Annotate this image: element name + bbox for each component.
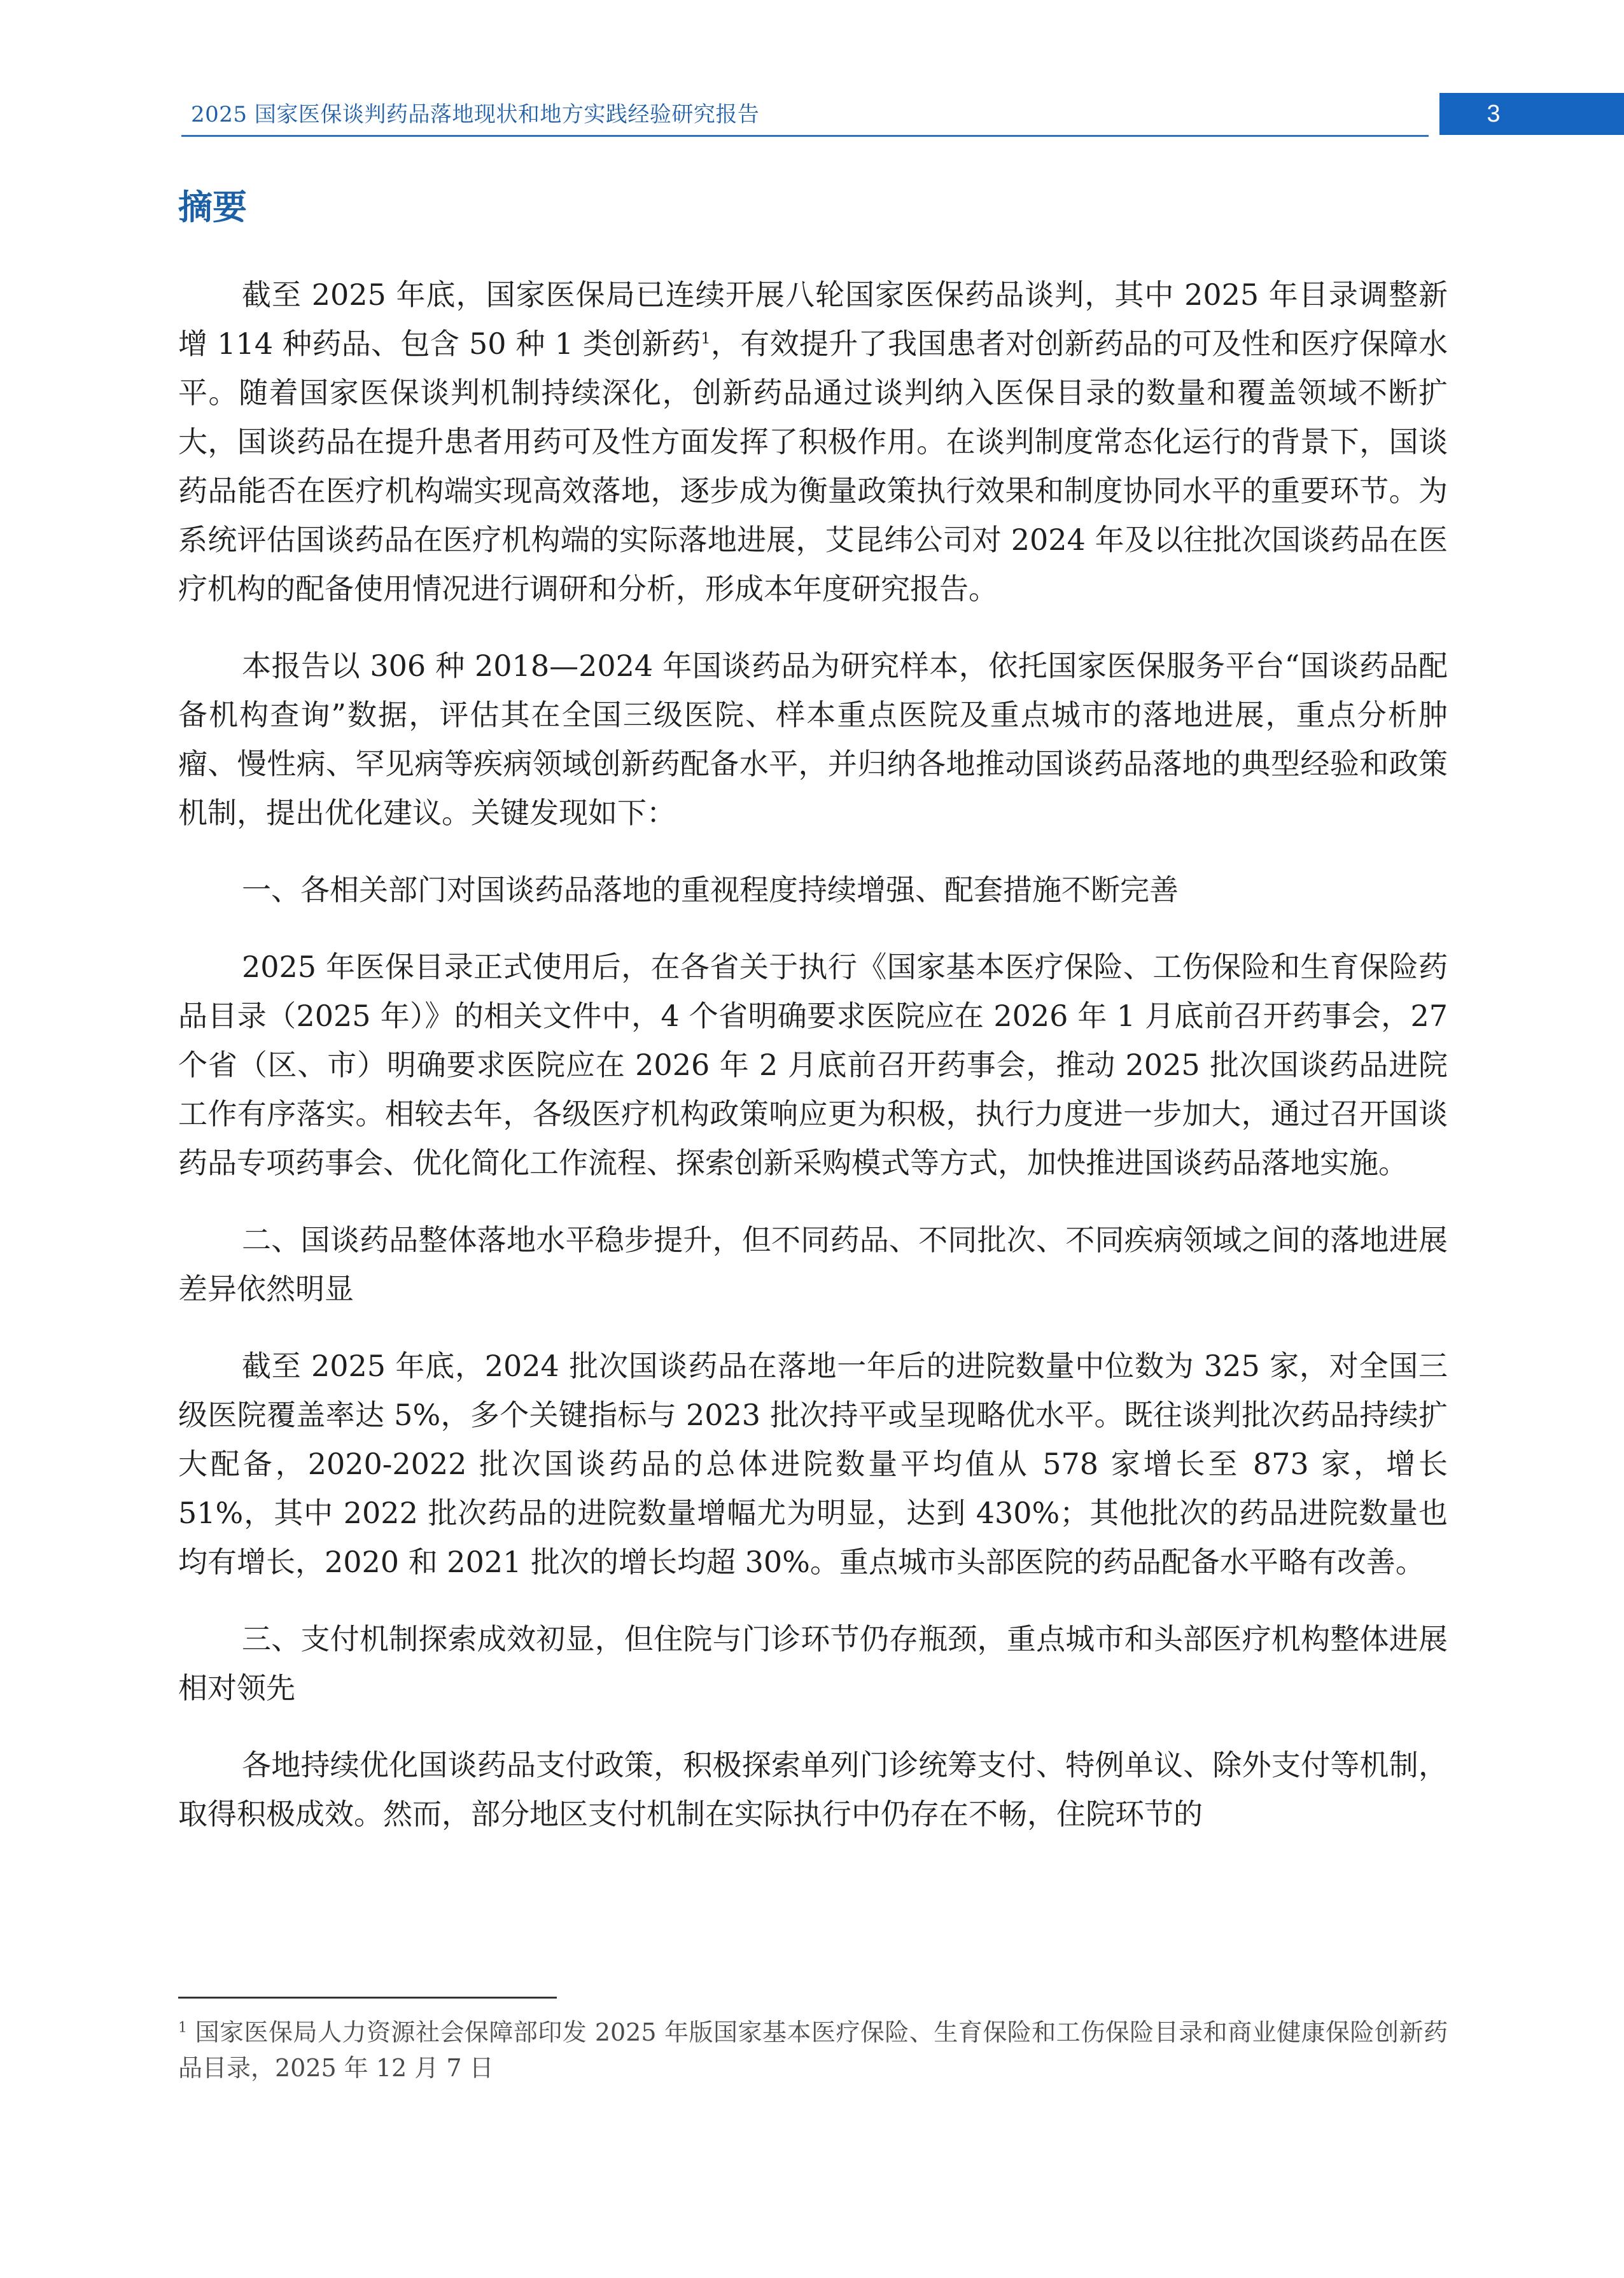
header-title: 2025 国家医保谈判药品落地现状和地方实践经验研究报告 [191, 102, 760, 127]
paragraph: 截至 2025 年底，2024 批次国谈药品在落地一年后的进院数量中位数为 325 家，对全国三级医院覆盖率达 5%，多个关键指标与 2023 批次持平或呈现略优水平。既往谈判批次药品持续扩大配备，2020-2022 批次国谈药品的总体进院数量平均值从 578 家增长至 873 家，增长 51%，其中 2022 批次药品的进院数量增幅尤为明显，达到 430%；其他批次的药品进院数量也均有增长，2020 和 2021 批次的增长均超 30%。重点城市头部医院的药品配备水平略有改善。 [178, 1349, 1448, 1579]
page-number: 3 [1487, 100, 1501, 127]
footnote-marker: 1 [178, 2020, 187, 2036]
paragraph: 各地持续优化国谈药品支付政策，积极探索单列门诊统筹支付、特例单议、除外支付等机制，取得积极成效。然而，部分地区支付机制在实际执行中仍存在不畅，住院环节的 [178, 1748, 1448, 1831]
paragraph: 2025 年医保目录正式使用后，在各省关于执行《国家基本医疗保险、工伤保险和生育保险药品目录（2025 年）》的相关文件中，4 个省明确要求医院应在 2026 年 1 月底前召开药事会，27 个省（区、市）明确要求医院应在 2026 年 2 月底前召开药事会，推动 2025 批次国谈药品进院工作有序落实。相较去年，各级医疗机构政策响应更为积极，执行力度进一步加大，通过召开国谈药品专项药事会、优化简化工作流程、探索创新采购模式等方式，加快推进国谈药品落地实施。 [178, 950, 1448, 1180]
paragraph-text-continued: ，有效提升了我国患者对创新药品的可及性和医疗保障水平。随着国家医保谈判机制持续深化，创新药品通过谈判纳入医保目录的数量和覆盖领域不断扩大，国谈药品在提升患者用药可及性方面发挥了积极作用。在谈判制度常态化运行的背景下，国谈药品能否在医疗机构端实现高效落地，逐步成为衡量政策执行效果和制度协同水平的重要环节。为系统评估国谈药品在医疗机构端的实际落地进展，艾昆纬公司对 2024 年及以往批次国谈药品在医疗机构的配备使用情况进行调研和分析，形成本年度研究报告。 [178, 327, 1448, 606]
body-text [178, 271, 1448, 1867]
page-number-tab [1439, 93, 1624, 135]
finding-heading: 三、支付机制探索成效初显，但住院与门诊环节仍存瓶颈，重点城市和头部医疗机构整体进展相对领先 [178, 1622, 1448, 1705]
paragraph: 本报告以 306 种 2018—2024 年国谈药品为研究样本，依托国家医保服务平台“国谈药品配备机构查询”数据，评估其在全国三级医院、样本重点医院及重点城市的落地进展，重点分析肿瘤、慢性病、罕见病等疾病领域创新药配备水平，并归纳各地推动国谈药品落地的典型经验和政策机制，提出优化建议。关键发现如下： [178, 649, 1448, 830]
footnote-text: 国家医保局人力资源社会保障部印发 2025 年版国家基本医疗保险、生育保险和工伤保险目录和商业健康保险创新药品目录，2025 年 12 月 7 日 [178, 2018, 1448, 2082]
paragraph [178, 271, 1448, 614]
footnote [178, 2014, 1448, 2086]
paragraph-text: 截至 2025 年底，国家医保局已连续开展八轮国家医保药品谈判，其中 2025 年目录调整新增 114 种药品、包含 50 种 1 类创新药 [178, 278, 1448, 361]
finding-heading: 二、国谈药品整体落地水平稳步提升，但不同药品、不同批次、不同疾病领域之间的落地进展差异依然明显 [178, 1223, 1448, 1306]
finding-heading: 一、各相关部门对国谈药品落地的重视程度持续增强、配套措施不断完善 [242, 873, 1179, 907]
section-heading: 摘要 [178, 187, 247, 227]
footnote-divider [178, 1997, 557, 1999]
header-divider [181, 135, 1429, 137]
footnote-ref: 1 [701, 329, 711, 348]
